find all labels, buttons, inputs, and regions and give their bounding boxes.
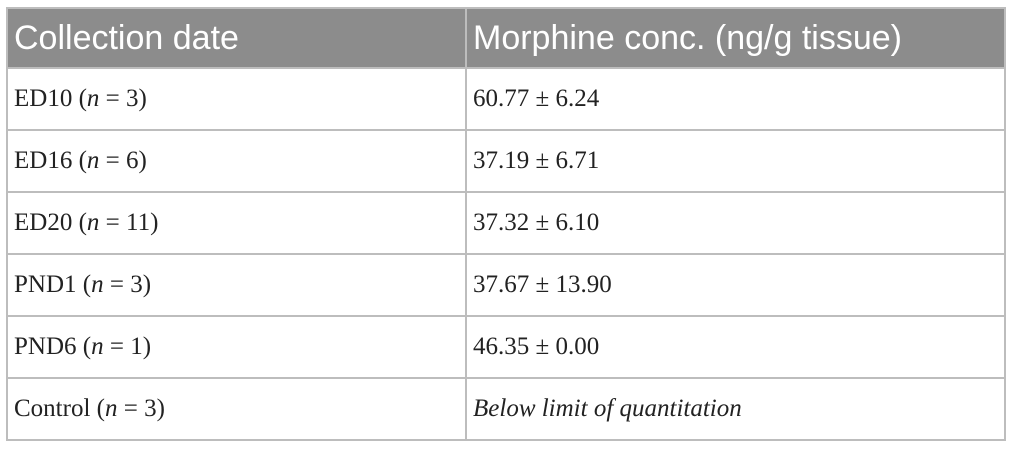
n-value: = 3	[105, 85, 139, 112]
n-value: = 6	[105, 147, 139, 174]
collection-date-cell: Control (n = 3)	[7, 378, 466, 440]
collection-date-cell: ED16 (n = 6)	[7, 130, 466, 192]
data-table-container	[6, 7, 1004, 441]
n-value: = 1	[109, 333, 143, 360]
header-row	[7, 8, 1005, 68]
n-label: n	[104, 395, 118, 422]
n-value: = 3	[123, 395, 157, 422]
date-label: ED10	[14, 85, 73, 112]
table-header	[7, 8, 1005, 68]
date-label: PND1	[14, 271, 77, 298]
concentration-cell: 46.35 ± 0.00	[466, 316, 1005, 378]
table-row	[7, 68, 1005, 130]
morphine-concentration-table	[6, 7, 1006, 441]
n-label: n	[91, 271, 104, 298]
n-label: n	[91, 333, 104, 360]
n-label: n	[86, 85, 100, 112]
table-row	[7, 316, 1005, 378]
collection-date-cell: PND6 (n = 1)	[7, 316, 466, 378]
collection-date-cell: PND1 (n = 3)	[7, 254, 466, 316]
concentration-cell: 37.67 ± 13.90	[466, 254, 1005, 316]
date-label: Control	[14, 395, 91, 422]
date-label: PND6	[14, 333, 77, 360]
collection-date-cell: ED20 (n = 11)	[7, 192, 466, 254]
concentration-cell: 37.32 ± 6.10	[466, 192, 1005, 254]
table-body	[7, 68, 1005, 440]
n-label: n	[86, 147, 100, 174]
header-collection-date: Collection date	[7, 8, 466, 68]
concentration-cell: Below limit of quantitation	[466, 378, 1005, 440]
collection-date-cell: ED10 (n = 3)	[7, 68, 466, 130]
header-morphine-conc: Morphine conc. (ng/g tissue)	[466, 8, 1005, 68]
table-row	[7, 254, 1005, 316]
table-row	[7, 192, 1005, 254]
table-row	[7, 378, 1005, 440]
n-value: = 3	[109, 271, 143, 298]
concentration-cell: 37.19 ± 6.71	[466, 130, 1005, 192]
table-row	[7, 130, 1005, 192]
concentration-cell: 60.77 ± 6.24	[466, 68, 1005, 130]
date-label: ED16	[14, 147, 73, 174]
n-value: = 11	[105, 209, 151, 236]
date-label: ED20	[14, 209, 73, 236]
n-label: n	[86, 209, 100, 236]
